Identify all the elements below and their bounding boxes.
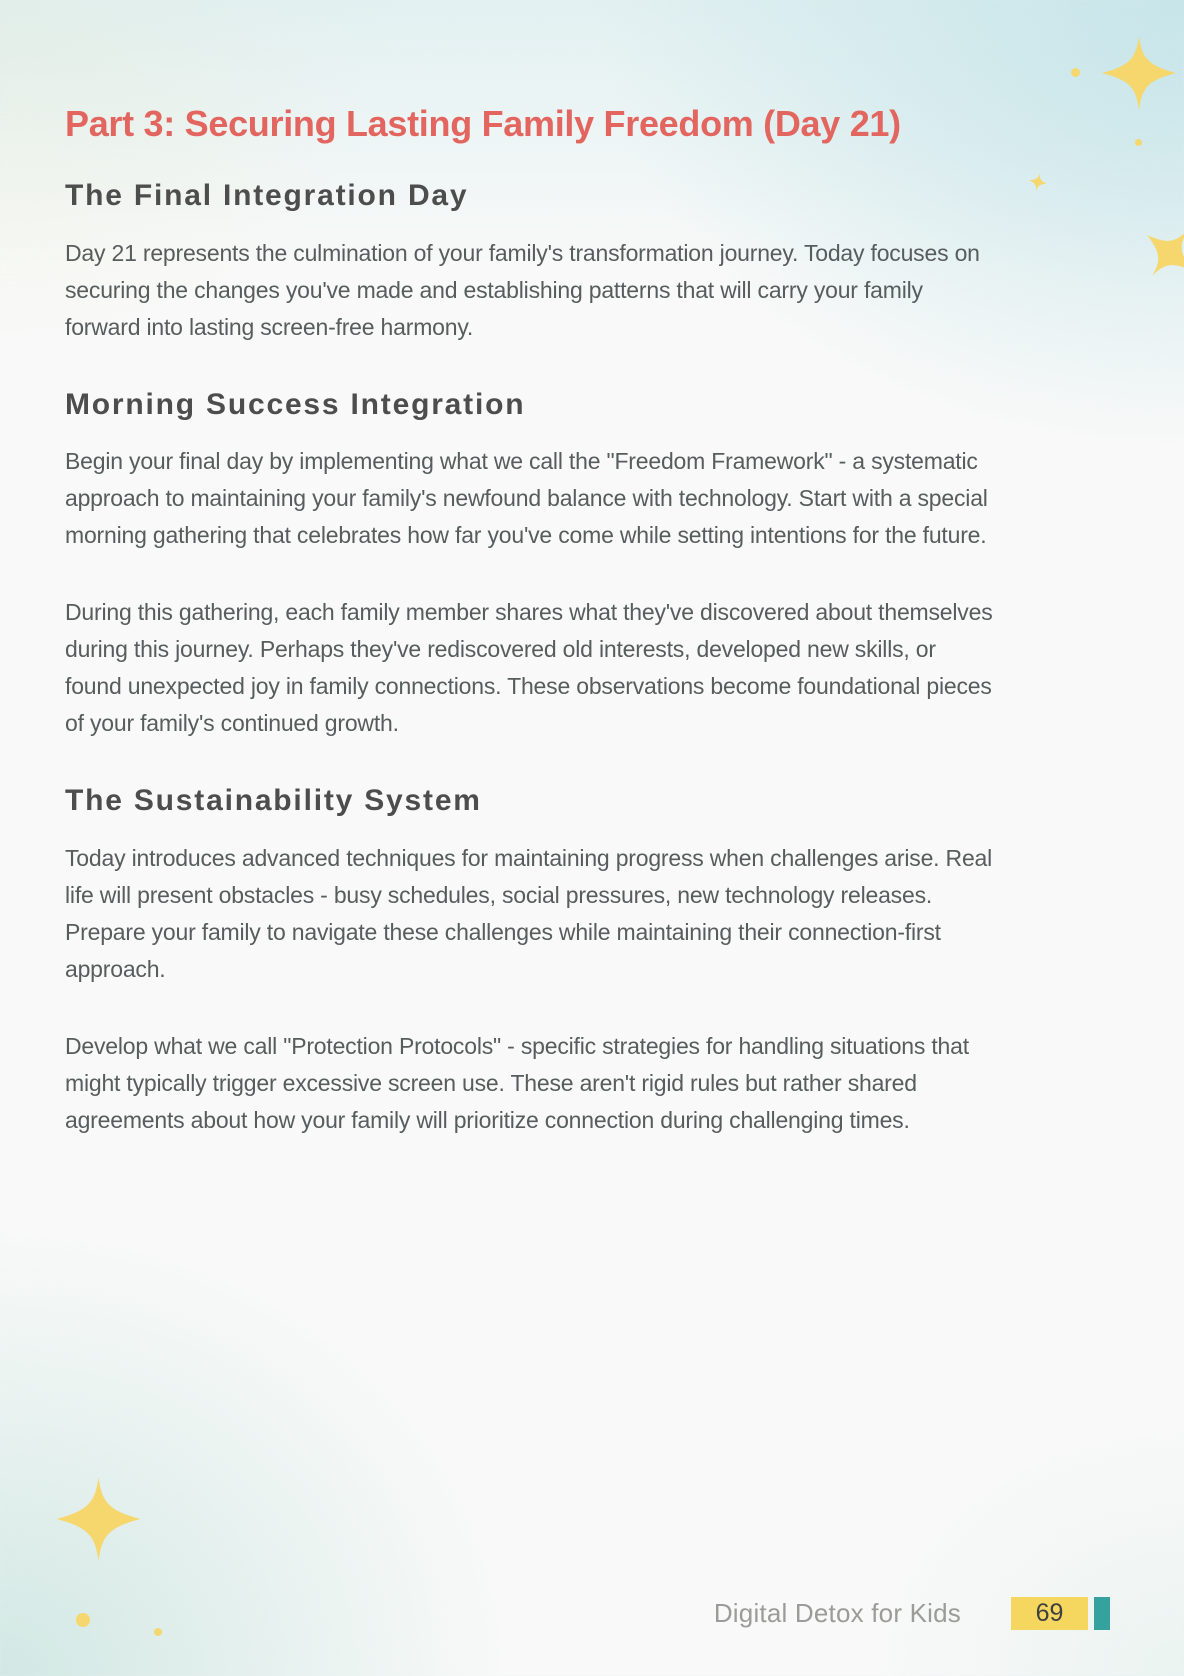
- sparkle-dot-icon: [1071, 68, 1080, 77]
- section-heading: Morning Success Integration: [65, 387, 526, 421]
- sparkle-dot-icon: [1135, 139, 1142, 146]
- sparkle-star-icon: [56, 1477, 141, 1561]
- book-title: Digital Detox for Kids: [713, 1598, 961, 1628]
- paragraph: Begin your final day by implementing what we call the "Freedom Framework" - a systematic approach to maintaining your family's newfound balance with technology. Start with a special morning gathering that celebrates how far you've come while setting intentions for the future.: [65, 448, 988, 549]
- page-content: [65, 102, 1020, 1179]
- part-title: Part 3: Securing Lasting Family Freedom (Day 21): [65, 103, 901, 144]
- paragraph: During this gathering, each family member shares what they've discovered about themselves during this journey. Perhaps they've rediscovered old interests, developed new skills, or found unexpected joy in family connections. These observations become foundational pieces of your family's continued growth.: [65, 599, 993, 737]
- page-footer: [0, 1597, 1184, 1630]
- section-heading: The Final Integration Day: [65, 179, 469, 213]
- page-number-badge: 69: [1011, 1597, 1088, 1630]
- paragraph: Develop what we call "Protection Protocols" - specific strategies for handling situations that might typically trigger excessive screen use. These aren't rigid rules but rather shared agreements about how your family will prioritize connection during challenging times.: [65, 1032, 969, 1133]
- sparkle-star-icon: [1129, 212, 1184, 293]
- teal-accent-bar: [1094, 1597, 1110, 1630]
- sparkle-star-icon: [1102, 33, 1176, 113]
- paragraph: Today introduces advanced techniques for maintaining progress when challenges arise. Real life will present obstacles - busy schedules, social pressures, new technology releases. Prepare your family to navigate these challenges while maintaining their connection-first approach.: [65, 844, 993, 982]
- section-heading: The Sustainability System: [65, 784, 482, 818]
- paragraph: Day 21 represents the culmination of your family's transformation journey. Today focuses on securing the changes you've made and establishing patterns that will carry your family forward into lasting screen-free harmony.: [65, 239, 980, 340]
- sparkle-star-icon: [1027, 171, 1048, 192]
